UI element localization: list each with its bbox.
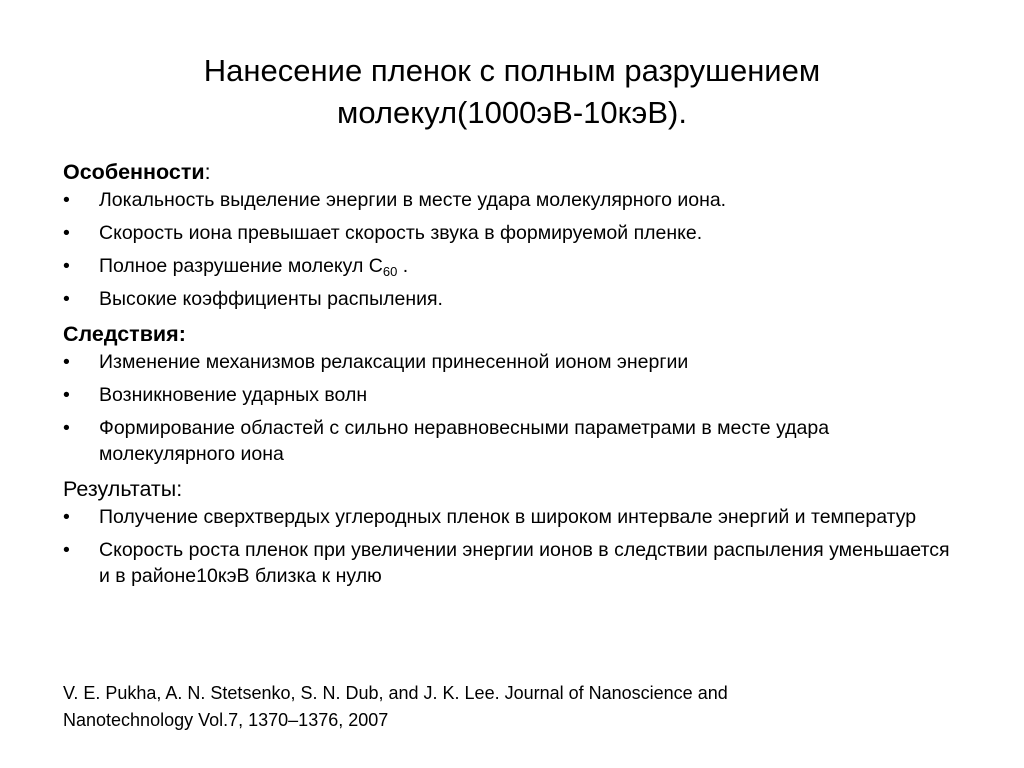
features-list <box>63 187 963 312</box>
citation-line-1: V. E. Pukha, A. N. Stetsenko, S. N. Dub, and J. K. Lee. Journal of Nanoscience and <box>63 683 728 703</box>
c60-suffix: . <box>397 255 409 277</box>
list-item-text: Высокие коэффициенты распыления. <box>99 288 443 310</box>
list-item-text: Формирование областей с сильно неравновесными параметрами в месте удара молекулярного иона <box>99 417 830 465</box>
list-item <box>63 382 963 408</box>
citation <box>63 680 963 734</box>
bullet-marker: • <box>63 384 70 406</box>
features-heading-text: Особенности <box>63 160 205 184</box>
features-heading <box>63 157 963 187</box>
slide-title <box>112 50 912 134</box>
bullet-marker: • <box>63 189 70 211</box>
list-item <box>63 349 963 375</box>
list-item-text: Скорость иона превышает скорость звука в формируемой пленке. <box>99 222 703 244</box>
list-item <box>63 220 963 246</box>
list-item <box>63 415 963 467</box>
list-item <box>63 253 963 279</box>
slide-title-line-1: Нанесение пленок с полным разрушением <box>203 53 821 88</box>
list-item-text-c60 <box>99 255 408 277</box>
list-item-text: Изменение механизмов релаксации принесенной ионом энергии <box>99 351 689 373</box>
list-item <box>63 187 963 213</box>
bullet-marker: • <box>63 539 70 561</box>
slide-content <box>63 157 963 596</box>
results-list <box>63 504 963 589</box>
list-item-text: Получение сверхтвердых углеродных пленок в широком интервале энергий и температур <box>99 506 917 528</box>
list-item-text: Скорость роста пленок при увеличении энергии ионов в следствии распыления уменьшается и в районе10кэВ близка к нулю <box>99 539 950 587</box>
bullet-marker: • <box>63 506 70 528</box>
slide-title-line-2: молекул(1000эВ-10кэВ). <box>337 95 687 130</box>
features-heading-colon: : <box>204 160 211 184</box>
citation-line-2: Nanotechnology Vol.7, 1370–1376, 2007 <box>63 710 389 730</box>
results-heading: Результаты: <box>63 477 183 501</box>
list-item-text: Возникновение ударных волн <box>99 384 368 406</box>
consequences-list <box>63 349 963 467</box>
consequences-heading: Следствия: <box>63 322 186 346</box>
bullet-marker: • <box>63 417 70 439</box>
bullet-marker: • <box>63 351 70 373</box>
c60-prefix: Полное разрушение молекул C <box>99 255 383 277</box>
bullet-marker: • <box>63 288 70 310</box>
list-item <box>63 537 963 589</box>
list-item-text: Локальность выделение энергии в месте удара молекулярного иона. <box>99 189 727 211</box>
list-item <box>63 504 963 530</box>
c60-subscript: 60 <box>382 264 398 279</box>
bullet-marker: • <box>63 222 70 244</box>
list-item <box>63 286 963 312</box>
bullet-marker: • <box>63 255 70 277</box>
